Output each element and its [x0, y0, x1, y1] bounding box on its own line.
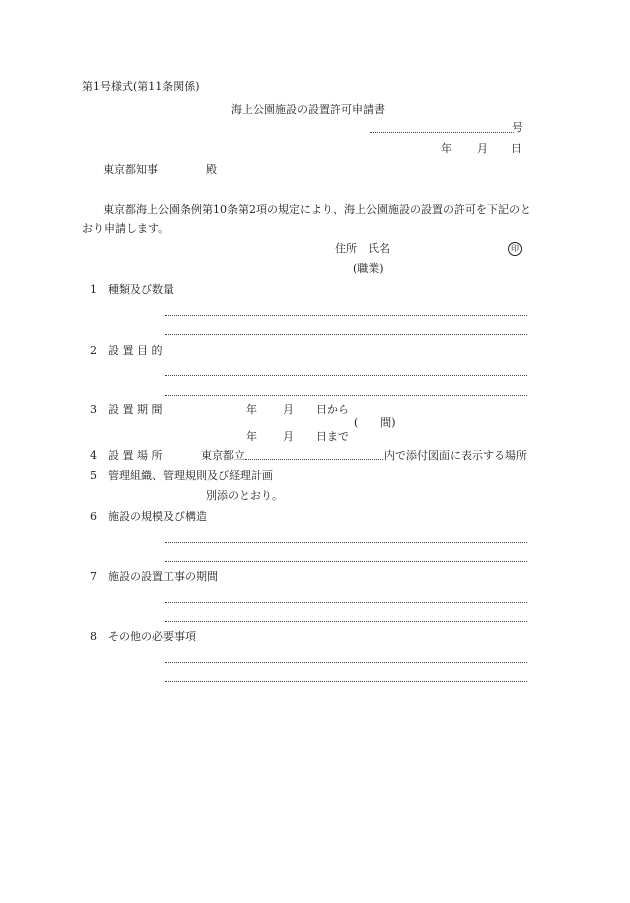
date-day-label: 日: [511, 142, 522, 155]
item-3-number: 3: [90, 403, 97, 416]
item-6-line-1[interactable]: [165, 542, 527, 543]
applicant-address-name: 住所 氏名: [335, 242, 390, 255]
form-title: 海上公園施設の設置許可申請書: [231, 103, 385, 116]
period-from-day: 日から: [316, 403, 349, 416]
item-7-number: 7: [90, 570, 97, 583]
management-note: 別添のとおり。: [206, 489, 283, 502]
body-line-2: おり申請します。: [82, 222, 170, 235]
period-to-day: 日まで: [316, 430, 349, 443]
form-label: 第1号様式(第11条関係): [82, 80, 200, 93]
item-4-number: 4: [90, 449, 97, 462]
item-6-number: 6: [90, 510, 97, 523]
item-2-line-1[interactable]: [165, 375, 527, 376]
item-8-number: 8: [90, 630, 97, 643]
number-field[interactable]: [370, 132, 514, 133]
item-1-number: 1: [90, 283, 97, 296]
number-suffix: 号: [512, 121, 523, 134]
item-1-line-1[interactable]: [165, 315, 527, 316]
item-3-label: 設 置 期 間: [108, 403, 163, 416]
location-prefix: 東京都立: [201, 449, 245, 462]
item-8-line-1[interactable]: [165, 662, 527, 663]
item-1-line-2[interactable]: [165, 334, 527, 335]
item-6-line-2[interactable]: [165, 561, 527, 562]
location-field[interactable]: [245, 459, 383, 460]
date-month-label: 月: [477, 142, 488, 155]
item-8-label: その他の必要事項: [108, 630, 196, 643]
item-6-label: 施設の規模及び構造: [108, 510, 207, 523]
item-2-label: 設 置 目 的: [108, 344, 163, 357]
item-5-number: 5: [90, 469, 97, 482]
applicant-occupation: (職業): [353, 262, 384, 275]
item-7-line-1[interactable]: [165, 602, 527, 603]
item-2-line-2[interactable]: [165, 395, 527, 396]
period-duration: ( 間): [354, 416, 396, 429]
item-7-label: 施設の設置工事の期間: [108, 570, 218, 583]
item-8-line-2[interactable]: [165, 681, 527, 682]
period-from-year: 年: [246, 403, 257, 416]
period-to-month: 月: [283, 430, 294, 443]
period-from-month: 月: [283, 403, 294, 416]
item-7-line-2[interactable]: [165, 621, 527, 622]
seal-mark: 印: [508, 242, 522, 256]
item-1-label: 種類及び数量: [108, 283, 174, 296]
item-5-label: 管理組織、管理規則及び経理計画: [108, 469, 273, 482]
item-4-label: 設 置 場 所: [108, 449, 163, 462]
body-line-1: 東京都海上公園条例第10条第2項の規定により、海上公園施設の設置の許可を下記のと: [103, 203, 531, 216]
item-2-number: 2: [90, 344, 97, 357]
addressee: 東京都知事: [103, 163, 158, 176]
honorific: 殿: [206, 163, 217, 176]
location-suffix: 内で添付図面に表示する場所: [384, 449, 527, 462]
period-to-year: 年: [246, 430, 257, 443]
date-year-label: 年: [441, 142, 452, 155]
